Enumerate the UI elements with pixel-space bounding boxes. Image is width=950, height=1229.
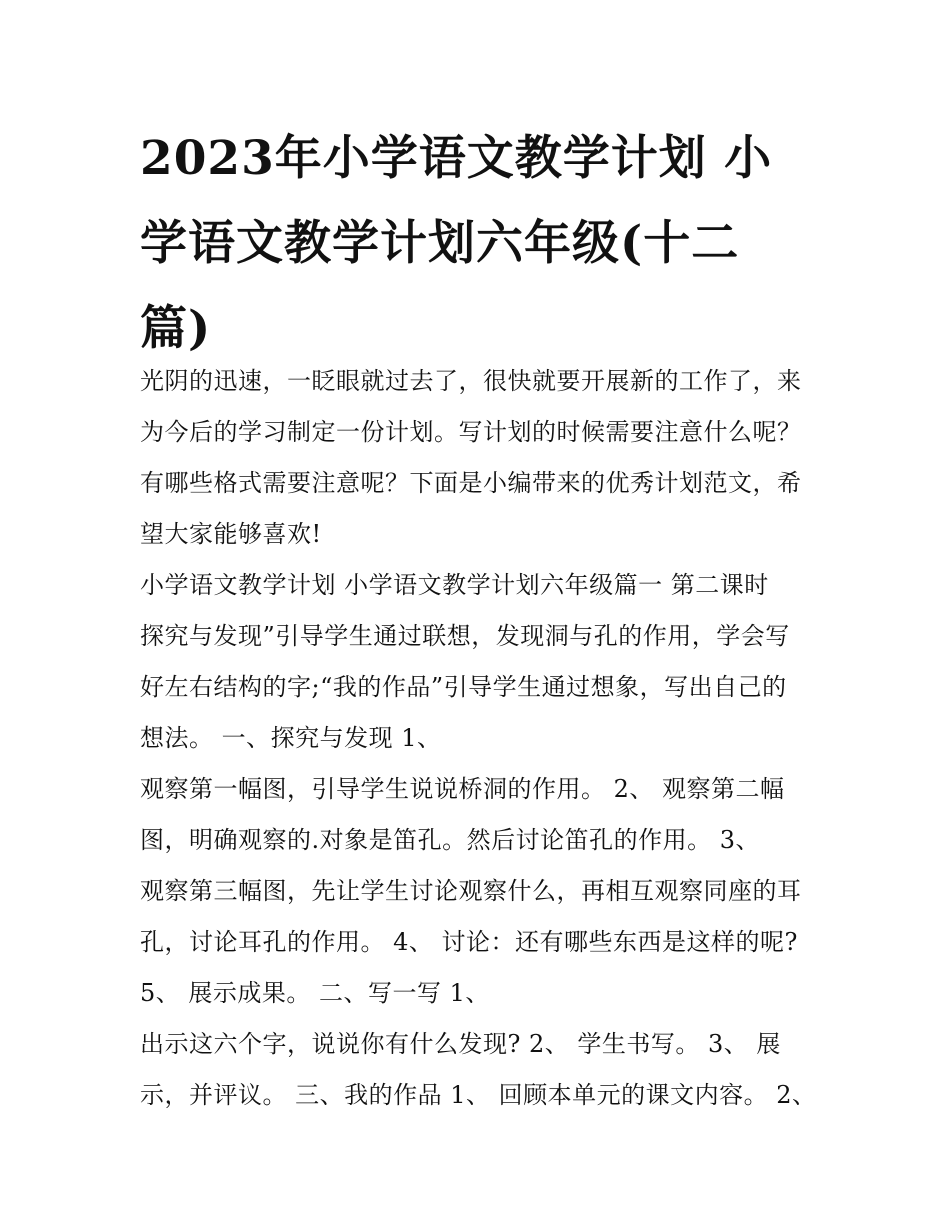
body-line-15: 示，并评议。 三、我的作品 1、 回顾本单元的课文内容。 2、 [140, 1081, 817, 1109]
body-line-12: 孔，讨论耳孔的作用。 4、 讨论：还有哪些东西是这样的呢? [140, 928, 798, 956]
body-line-10: 图，明确观察的.对象是笛孔。然后讨论笛孔的作用。 3、 [140, 826, 761, 854]
body-line-3: 有哪些格式需要注意呢？下面是小编带来的优秀计划范文，希 [140, 469, 802, 497]
title-line-2: 学语文教学计划六年级(十二 [140, 216, 740, 271]
title-line-3: 篇) [140, 301, 212, 356]
body-line-9: 观察第一幅图，引导学生说说桥洞的作用。 2、 观察第二幅 [140, 775, 785, 803]
title-line-1: 2023年小学语文教学计划 小 [140, 131, 773, 186]
body-line-11: 观察第三幅图，先让学生讨论观察什么，再相互观察同座的耳 [140, 877, 802, 905]
body-line-2: 为今后的学习制定一份计划。写计划的时候需要注意什么呢？ [140, 418, 802, 446]
document-body [140, 356, 820, 1121]
body-line-13: 5、 展示成果。 二、写一写 1、 [140, 979, 490, 1007]
body-line-7: 好左右结构的字;“我的作品”引导学生通过想象，写出自己的 [140, 673, 787, 701]
body-line-4: 望大家能够喜欢! [140, 520, 322, 548]
body-line-1: 光阴的迅速，一眨眼就过去了，很快就要开展新的工作了，来 [140, 367, 802, 395]
body-line-8: 想法。 一、探究与发现 1、 [140, 724, 442, 752]
body-line-14: 出示这六个字，说说你有什么发现? 2、 学生书写。 3、 展 [140, 1030, 781, 1058]
document-title [140, 116, 800, 371]
body-line-6: 探究与发现”引导学生通过联想，发现洞与孔的作用，学会写 [140, 622, 790, 650]
body-line-5: 小学语文教学计划 小学语文教学计划六年级篇一 第二课时 [140, 571, 769, 599]
